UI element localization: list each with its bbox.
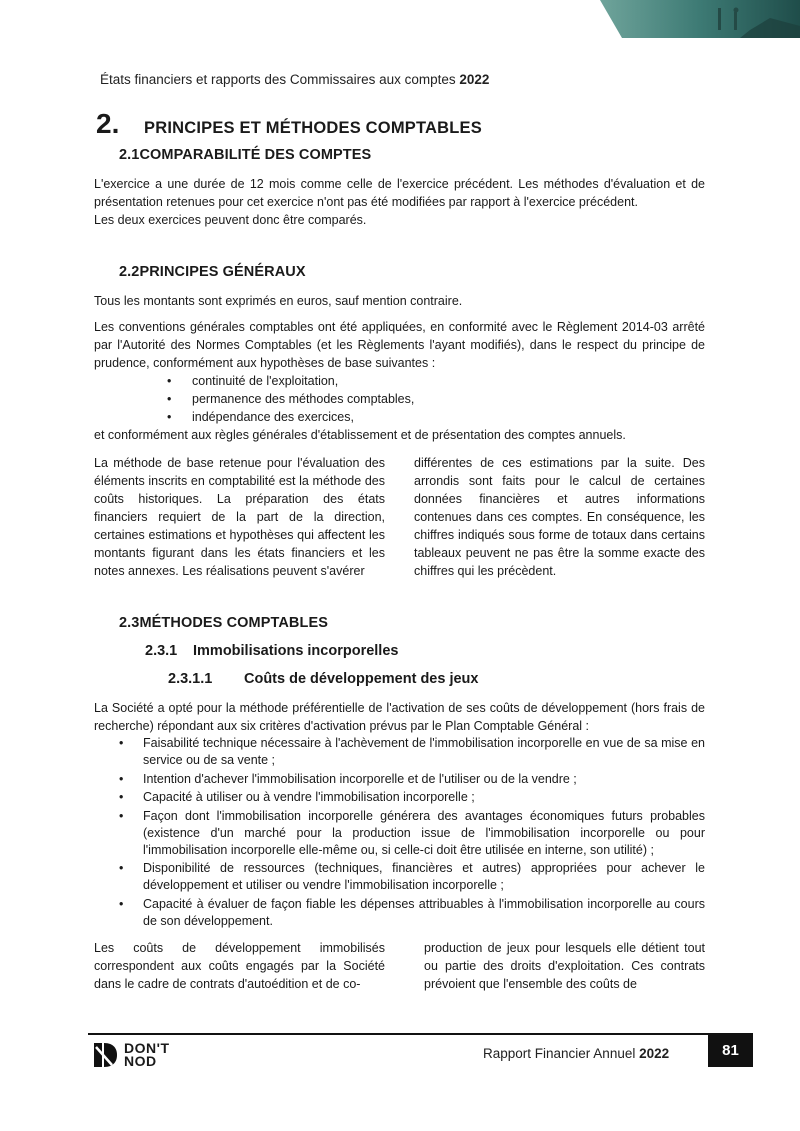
list-item: • permanence des méthodes comptables, <box>167 390 647 408</box>
list-item: • Faisabilité technique nécessaire à l'achèvement de l'immobilisation incorporelle en vue de sa mise en service ou de sa vente ; <box>119 735 705 769</box>
list-item: • Capacité à utiliser ou à vendre l'immobilisation incorporelle ; <box>119 789 705 806</box>
header-title: États financiers et rapports des Commissaires aux comptes <box>100 72 456 87</box>
page-number: 81 <box>708 1033 753 1067</box>
hypotheses-list <box>167 372 647 426</box>
subsection-title: COMPARABILITÉ DES COMPTES <box>139 147 372 163</box>
paragraph: L'exercice a une durée de 12 mois comme celle de l'exercice précédent. Les méthodes d'évaluation et de présentation retenues pour cet exercice n'ont pas été modifiées par rapport à l'exercice précédent. <box>94 177 705 209</box>
subsection-number: 2.1 <box>119 147 140 163</box>
section-title: PRINCIPES ET MÉTHODES COMPTABLES <box>144 119 482 137</box>
subsection-heading-2-2 <box>119 264 306 280</box>
footer-year: 2022 <box>639 1046 670 1061</box>
heading-number: 2.3.1 <box>145 643 178 659</box>
paragraph: Les conventions générales comptables ont été appliquées, en conformité avec le Règlement 2014-03 arrêté par l'Autorité des Normes Comptables (et les Règlements l'ayant modifiés), dans le respect du principe de prudence, conformément aux hypothèses de base suivantes : <box>94 320 705 370</box>
list-item: • Capacité à évaluer de façon fiable les dépenses attribuables à l'immobilisation incorporelle au cours de son développement. <box>119 896 705 930</box>
footer-rule <box>88 1033 753 1035</box>
section-heading <box>96 108 482 140</box>
list-item: • indépendance des exercices, <box>167 408 647 426</box>
company-logo <box>92 1041 170 1069</box>
logo-line-1: DON'T <box>124 1040 170 1056</box>
heading-2-3-1 <box>145 643 398 659</box>
subsection-title: MÉTHODES COMPTABLES <box>139 615 328 631</box>
running-header <box>100 72 489 87</box>
logo-line-2: NOD <box>124 1053 157 1069</box>
column-right-text: production de jeux pour lesquels elle détient tout ou partie des droits d'exploitation. Ces contrats prévoient que l'ensemble des coûts de <box>424 941 705 991</box>
heading-number: 2.3.1.1 <box>168 671 213 687</box>
list-item: • Intention d'achever l'immobilisation incorporelle et de l'utiliser ou de la vendre ; <box>119 771 705 788</box>
column-left-text: Les coûts de développement immobilisés correspondent aux coûts engagés par la Société dans le cadre de contrats d'autoédition et de co- <box>94 941 385 991</box>
heading-title: Coûts de développement des jeux <box>244 671 479 687</box>
criteria-list <box>119 735 705 931</box>
subsection-title: PRINCIPES GÉNÉRAUX <box>139 264 306 280</box>
list-item: • Façon dont l'immobilisation incorporelle générera des avantages économiques futurs probables (existence d'un marché pour la production issue de l'immobilisation incorporelle ou pour l'immobilisation incorporelle elle-même ou, si celle-ci doit être utilisée en interne, son utilité) ; <box>119 808 705 859</box>
paragraph: et conformément aux règles générales d'établissement et de présentation des comptes annuels. <box>94 428 626 442</box>
logo-mark-icon <box>92 1041 118 1069</box>
column-right-text: différentes de ces estimations par la suite. Des arrondis sont faits pour le calcul de certaines données financières et autres informations contenues dans ces comptes. En conséquence, les chiffres indiqués sous forme de totaux dans certains tableaux peuvent ne pas être la somme exacte des chiffres qui les précèdent. <box>414 456 705 578</box>
heading-title: Immobilisations incorporelles <box>193 643 399 659</box>
subsection-number: 2.3 <box>119 615 140 631</box>
header-year: 2022 <box>459 72 490 87</box>
paragraph: Les deux exercices peuvent donc être comparés. <box>94 213 367 227</box>
subsection-heading-2-1 <box>119 147 371 163</box>
column-left-text: La méthode de base retenue pour l'évaluation des éléments inscrits en comptabilité est la méthode des coûts historiques. La préparation des états financiers requiert de la part de la direction, certaines estimations et hypothèses qui affectent les montants figurant dans les états financiers et les notes annexes. Les réalisations peuvent s'avérer <box>94 456 385 578</box>
paragraph: La Société a opté pour la méthode préférentielle de l'activation de ses coûts de développement (hors frais de recherche) répondant aux six critères d'activation prévus par le Plan Comptable Général : <box>94 701 705 733</box>
heading-2-3-1-1 <box>168 671 478 687</box>
section-number: 2. <box>96 108 120 139</box>
footer-report-title <box>483 1046 669 1061</box>
subsection-number: 2.2 <box>119 264 140 280</box>
footer-report-label: Rapport Financier Annuel <box>483 1046 636 1061</box>
paragraph: Tous les montants sont exprimés en euros, sauf mention contraire. <box>94 294 463 308</box>
subsection-heading-2-3 <box>119 615 328 631</box>
list-item: • continuité de l'exploitation, <box>167 372 647 390</box>
header-corner-image <box>600 0 800 38</box>
list-item: • Disponibilité de ressources (techniques, financières et autres) appropriées pour achever le développement et utiliser ou vendre l'immobilisation incorporelle ; <box>119 860 705 894</box>
